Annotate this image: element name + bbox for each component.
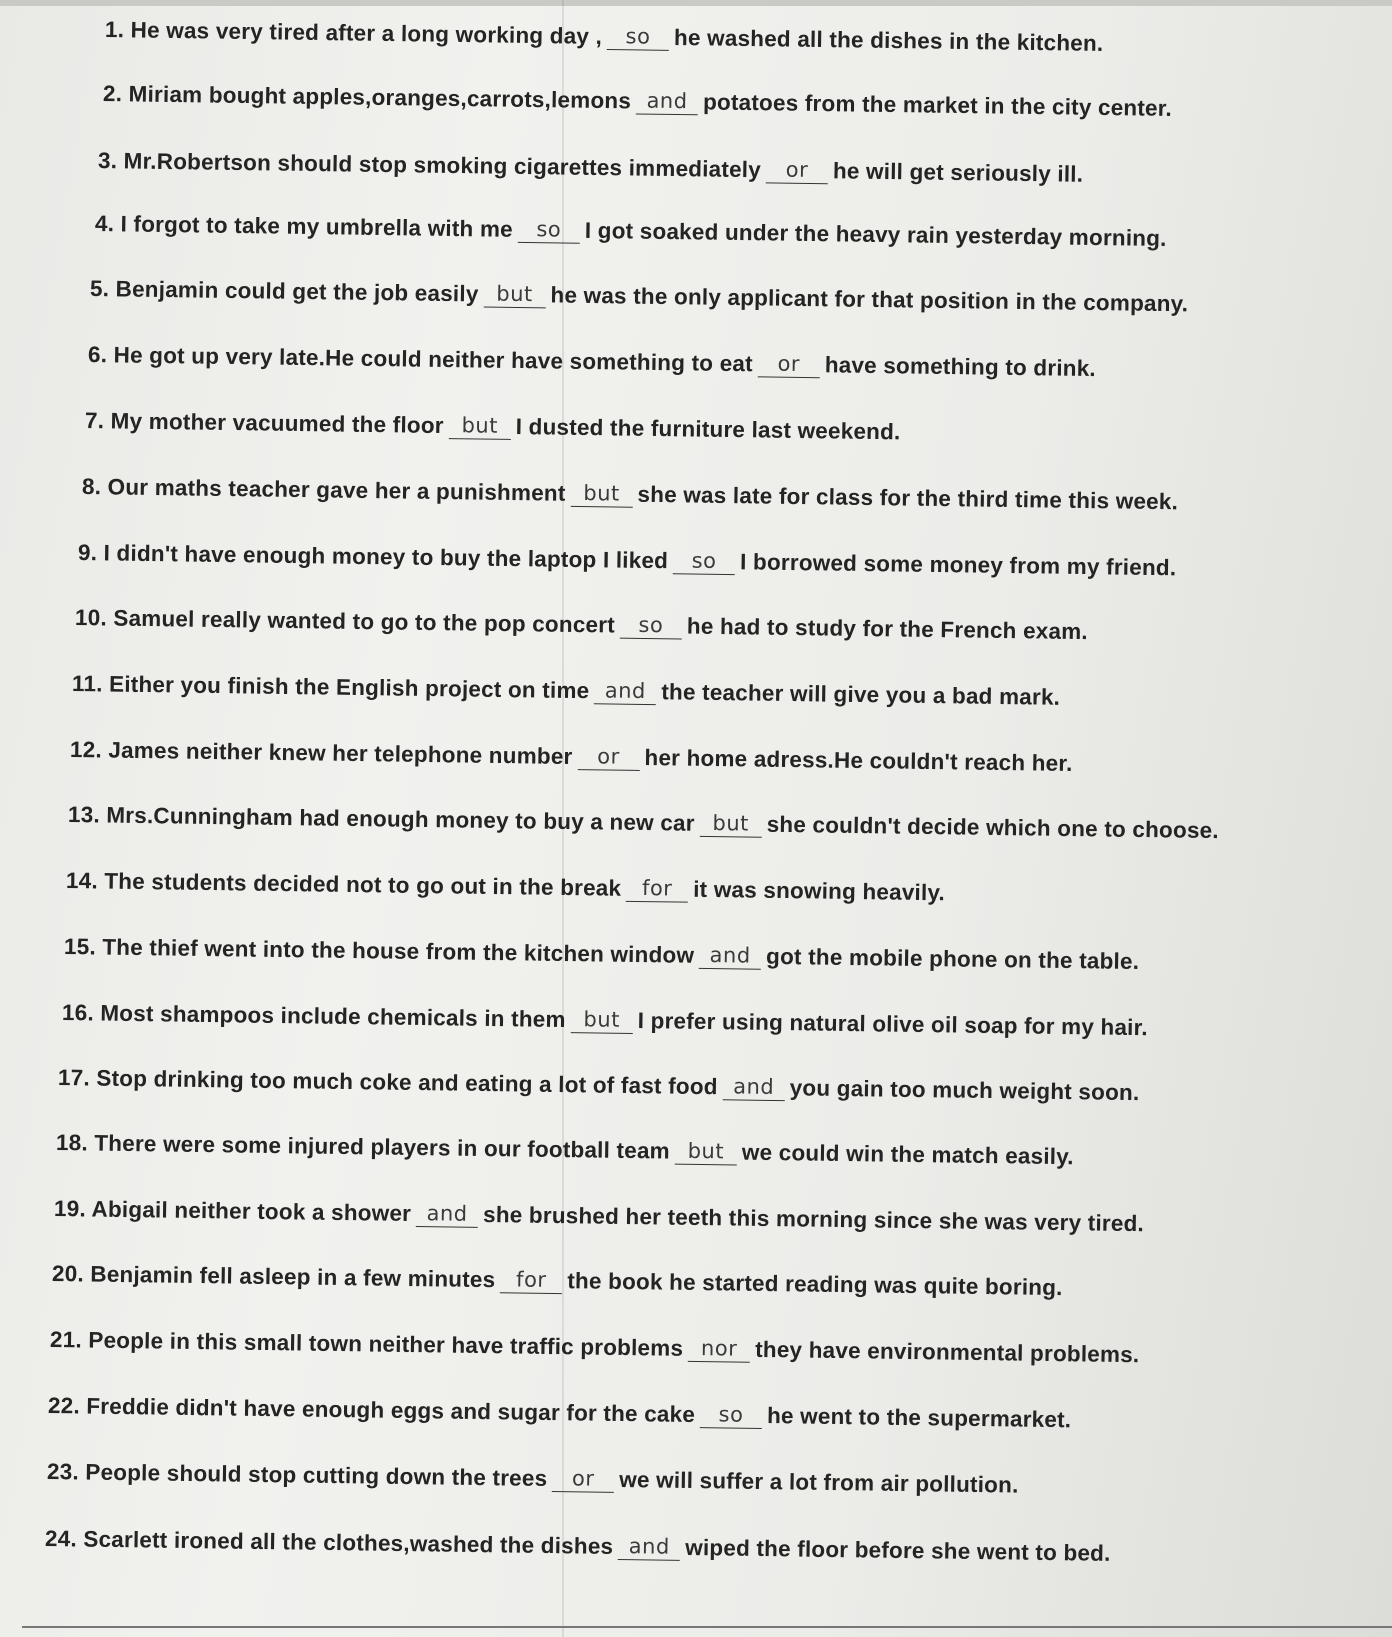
answer-blank[interactable] — [416, 1202, 478, 1228]
answer-blank[interactable] — [626, 877, 688, 903]
handwritten-answer: and — [733, 1074, 775, 1099]
question-3: 3. Mr.Robertson should stop smoking cigarettes immediately or he will get seriously ill. — [97, 148, 1084, 187]
answer-blank[interactable] — [500, 1268, 562, 1294]
answer-blank[interactable] — [700, 812, 762, 838]
handwritten-answer: but — [712, 811, 750, 836]
answer-blank[interactable] — [700, 1403, 762, 1429]
question-1: 1. He was very tired after a long working day , so he washed all the dishes in the kitchen. — [104, 17, 1104, 56]
question-16: 16. Most shampoos include chemicals in them but I prefer using natural olive oil soap for my hair. — [61, 1000, 1148, 1041]
question-15: 15. The thief went into the house from the kitchen window and got the mobile phone on the table. — [63, 934, 1140, 975]
answer-blank[interactable] — [571, 1008, 633, 1034]
answer-blank[interactable] — [594, 679, 656, 705]
question-22: 22. Freddie didn't have enough eggs and sugar for the cake so he went to the supermarket. — [47, 1393, 1072, 1433]
handwritten-answer: so — [536, 217, 562, 242]
handwritten-answer: and — [646, 88, 688, 114]
handwritten-answer: but — [583, 481, 620, 506]
question-6: 6. He got up very late.He could neither have something to eat or have something to drink. — [87, 342, 1097, 382]
handwritten-answer: and — [709, 943, 751, 968]
handwritten-answer: or — [571, 1466, 595, 1491]
question-24: 24. Scarlett ironed all the clothes,washed the dishes and wiped the floor before she went to bed. — [44, 1526, 1111, 1566]
handwritten-answer: nor — [700, 1336, 738, 1361]
answer-blank[interactable] — [577, 745, 639, 771]
answer-blank[interactable] — [483, 282, 545, 308]
answer-blank[interactable] — [607, 25, 669, 51]
answer-blank[interactable] — [675, 1140, 737, 1166]
handwritten-answer: or — [597, 744, 620, 769]
answer-blank[interactable] — [552, 1467, 614, 1493]
question-8: 8. Our maths teacher gave her a punishment but she was late for class for the third time this week. — [81, 474, 1179, 515]
handwritten-answer: so — [718, 1402, 744, 1427]
handwritten-answer: so — [638, 612, 664, 638]
question-23: 23. People should stop cutting down the trees or we will suffer a lot from air pollution. — [46, 1459, 1019, 1498]
answer-blank[interactable] — [758, 352, 820, 378]
question-5: 5. Benjamin could get the job easily but he was the only applicant for that position in the company. — [89, 276, 1189, 317]
question-20: 20. Benjamin fell asleep in a few minutes for the book he started reading was quite boring. — [51, 1261, 1063, 1301]
answer-blank[interactable] — [620, 614, 682, 640]
handwritten-answer: but — [687, 1138, 725, 1164]
page-top-edge — [0, 0, 1392, 6]
question-19: 19. Abigail neither took a shower and she brushed her teeth this morning since she was very tired. — [53, 1196, 1145, 1237]
question-10: 10. Samuel really wanted to go to the pop concert so he had to study for the French exam. — [74, 605, 1089, 645]
question-12: 12. James neither knew her telephone number or her home adress.He couldn't reach her. — [69, 737, 1073, 776]
answer-blank[interactable] — [618, 1535, 680, 1561]
question-14: 14. The students decided not to go out in the break for it was snowing heavily. — [65, 868, 946, 906]
answer-blank[interactable] — [766, 158, 828, 184]
handwritten-answer: but — [496, 281, 533, 307]
answer-blank[interactable] — [699, 944, 761, 970]
question-9: 9. I didn't have enough money to buy the laptop I liked so I borrowed some money from my friend. — [77, 540, 1177, 581]
answer-blank[interactable] — [688, 1337, 750, 1363]
handwritten-answer: for — [641, 876, 673, 901]
question-21: 21. People in this small town neither have traffic problems nor they have environmental problems. — [49, 1327, 1140, 1368]
question-7: 7. My mother vacuumed the floor but I dusted the furniture last weekend. — [84, 408, 901, 445]
answer-blank[interactable] — [518, 218, 580, 244]
handwritten-answer: or — [785, 157, 809, 182]
handwritten-answer: and — [628, 1534, 670, 1559]
answer-blank[interactable] — [723, 1075, 785, 1101]
question-17: 17. Stop drinking too much coke and eating a lot of fast food and you gain too much weight soon. — [57, 1065, 1140, 1106]
handwritten-answer: and — [426, 1201, 468, 1226]
question-11: 11. Either you finish the English project on time and the teacher will give you a bad mark. — [71, 671, 1061, 710]
answer-blank[interactable] — [636, 89, 698, 115]
handwritten-answer: so — [691, 548, 717, 573]
handwritten-answer: and — [604, 678, 647, 704]
answer-blank[interactable] — [449, 414, 511, 440]
answer-blank[interactable] — [570, 482, 632, 508]
handwritten-answer: or — [777, 351, 801, 376]
question-18: 18. There were some injured players in our football team but we could win the match easily. — [55, 1130, 1074, 1170]
answer-blank[interactable] — [673, 549, 735, 575]
handwritten-answer: so — [625, 24, 651, 49]
question-4: 4. I forgot to take my umbrella with me so I got soaked under the heavy rain yesterday morning. — [94, 211, 1167, 251]
question-13: 13. Mrs.Cunningham had enough money to buy a new car but she couldn't decide which one to choose. — [67, 802, 1219, 844]
handwritten-answer: for — [515, 1267, 547, 1292]
handwritten-answer: but — [583, 1007, 621, 1032]
question-2: 2. Miriam bought apples,oranges,carrots,lemons and potatoes from the market in the city center. — [102, 81, 1173, 121]
page-bottom-rule — [22, 1626, 1392, 1628]
handwritten-answer: but — [461, 413, 499, 438]
